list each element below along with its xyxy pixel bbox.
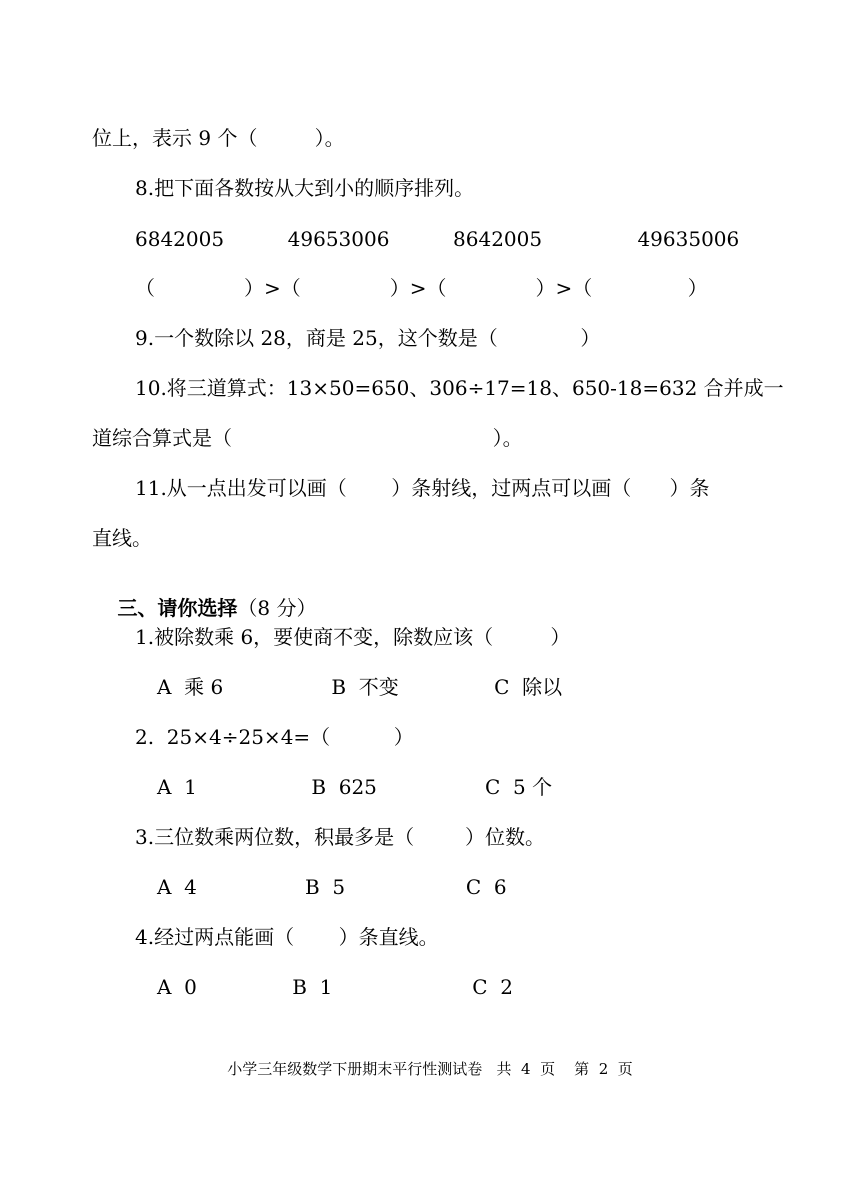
question-11-continued: 直线。	[92, 526, 152, 550]
choice-options-3: A 4 B 5 C 6	[157, 875, 507, 899]
question-11: 11.从一点出发可以画（ ）条射线，过两点可以画（ ）条	[135, 476, 710, 500]
question-8-blanks: （ ）>（ ）>（ ）>（ ）	[135, 276, 708, 300]
section-points: （8 分）	[237, 596, 317, 620]
question-10-continued: 道综合算式是（ ）。	[92, 426, 523, 450]
section-title: 三、请你选择	[117, 596, 238, 620]
question-8-numbers: 6842005 49653006 8642005 49635006	[135, 227, 740, 251]
question-10: 10.将三道算式：13×50=650、306÷17=18、650-18=632 合并成一	[135, 376, 784, 400]
choice-options-4: A 0 B 1 C 2	[157, 975, 513, 999]
choice-question-1: 1.被除数乘 6，要使商不变，除数应该（ ）	[135, 625, 571, 649]
question-8: 8.把下面各数按从大到小的顺序排列。	[135, 176, 475, 200]
choice-question-2: 2. 25×4÷25×4=（ ）	[135, 725, 414, 749]
text-line: 位上，表示 9 个（ ）。	[92, 126, 345, 150]
page-footer: 小学三年级数学下册期末平行性测试卷 共 4 页 第 2 页	[227, 1060, 633, 1078]
question-9: 9.一个数除以 28，商是 25，这个数是（ ）	[135, 326, 601, 350]
choice-options-1: A 乘 6 B 不变 C 除以	[157, 675, 563, 699]
choice-question-4: 4.经过两点能画（ ）条直线。	[135, 925, 439, 949]
choice-options-2: A 1 B 625 C 5 个	[157, 775, 553, 799]
choice-question-3: 3.三位数乘两位数，积最多是（ ）位数。	[135, 825, 545, 849]
